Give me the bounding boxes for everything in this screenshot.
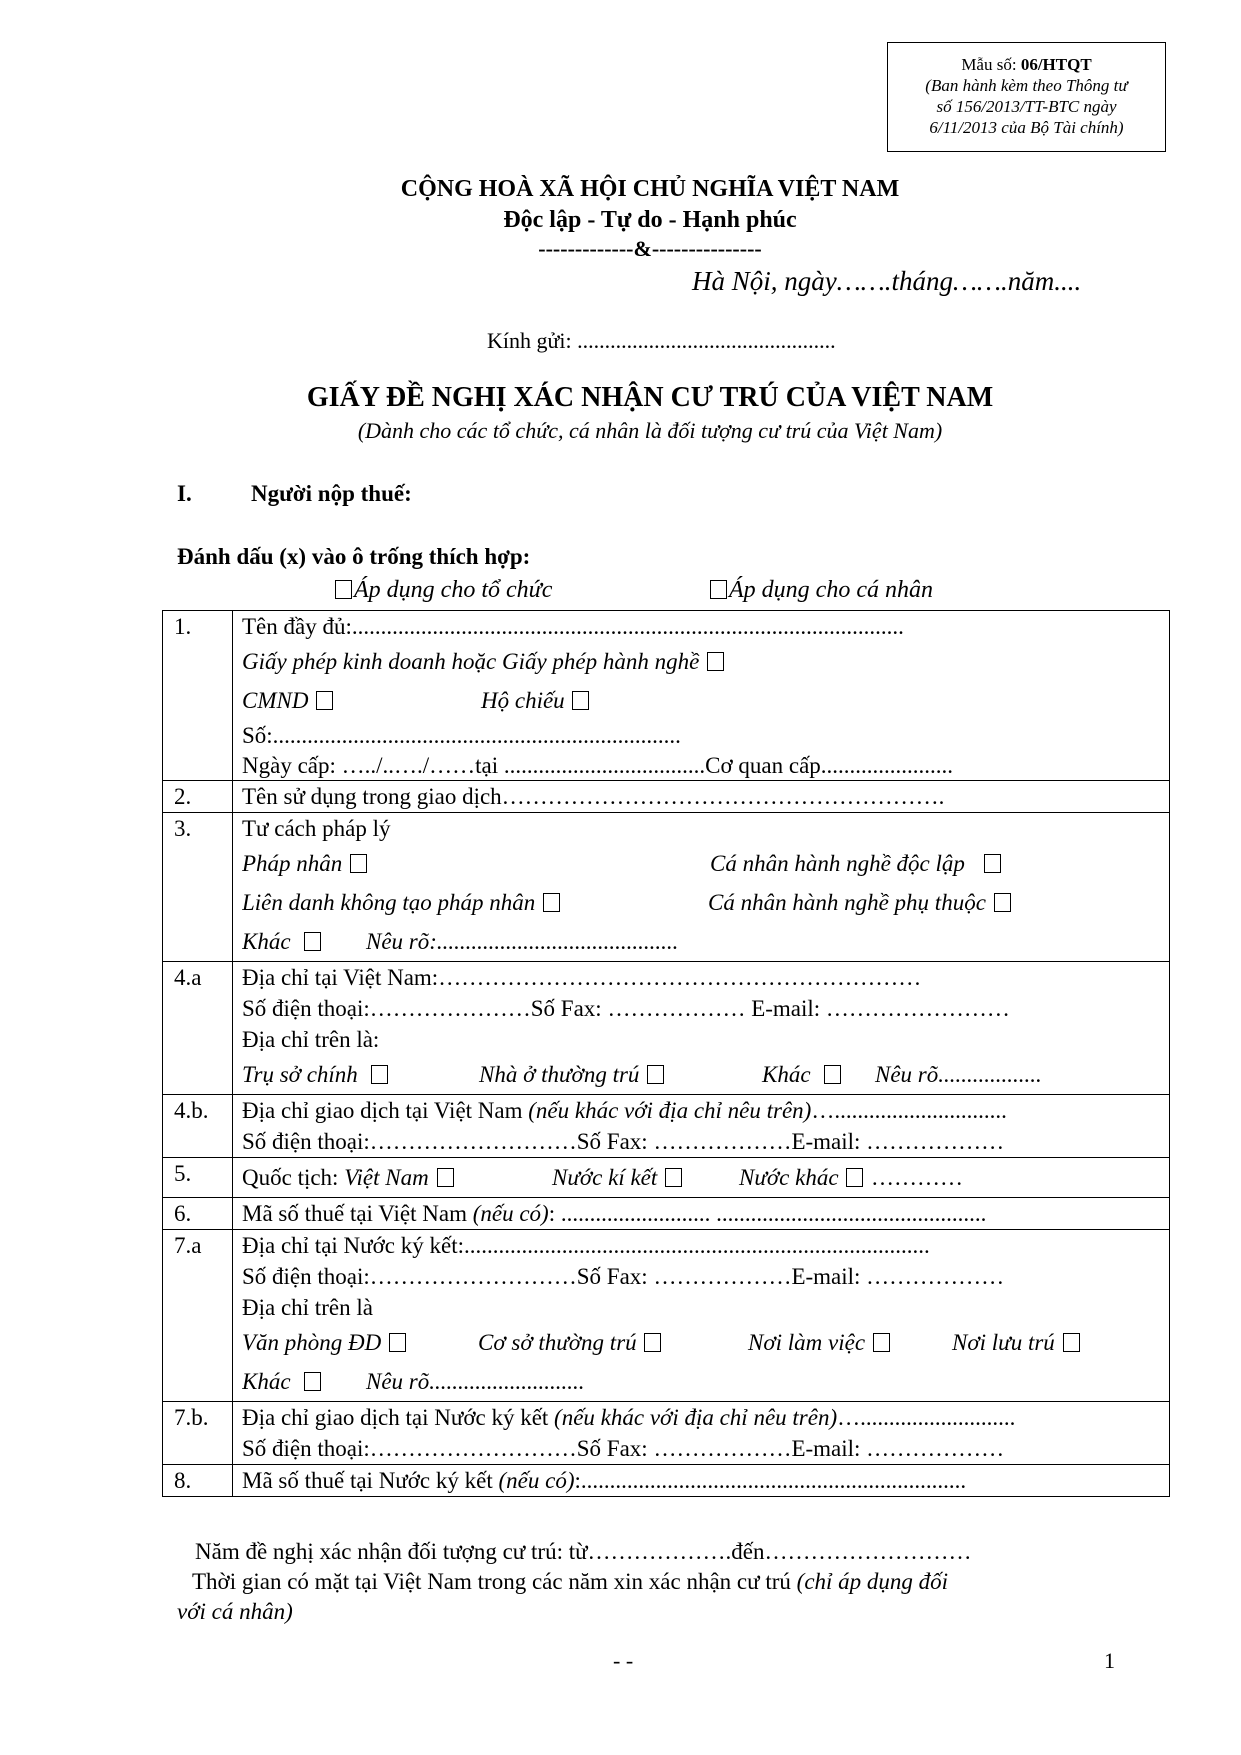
legal-status-label: Tư cách pháp lý <box>242 816 391 841</box>
other-option[interactable] <box>762 1055 843 1094</box>
dependent-option[interactable] <box>708 883 1013 922</box>
trading-name-field[interactable]: Tên sử dụng trong giao dịch…………………………………………………. <box>242 784 945 809</box>
option-organization[interactable] <box>333 577 552 604</box>
treaty-address-type-options <box>242 1323 1169 1362</box>
independent-label: Cá nhân hành nghề độc lập <box>710 851 965 876</box>
nationality-options <box>242 1158 1169 1197</box>
treaty-transaction-contact-field[interactable]: Số điện thoại:………………………Số Fax: ………………E-mail: ……………… <box>242 1436 1005 1461</box>
vietnam-label: Việt Nam <box>344 1165 429 1190</box>
section-number: I. <box>177 481 192 506</box>
full-name-field[interactable]: Tên đầy đủ:................................................................................................ <box>242 614 904 639</box>
tax-code-note: (nếu có) <box>498 1468 575 1493</box>
residence-label: Nhà ở thường trú <box>479 1062 640 1087</box>
address-type-options <box>242 1055 1169 1094</box>
passport-label: Hộ chiếu <box>481 688 565 713</box>
vn-transaction-contact-field[interactable]: Số điện thoại:………………………Số Fax: ………………E-mail: ……………… <box>242 1129 1005 1154</box>
vietnam-option[interactable] <box>344 1165 455 1190</box>
place-date: Hà Nội, ngày…….tháng…….năm.... <box>692 266 1082 296</box>
tax-code-dots: :................................................................... <box>574 1468 967 1493</box>
checkbox-individual[interactable] <box>710 580 727 599</box>
treaty-tax-code-field[interactable] <box>242 1465 1169 1496</box>
treaty-country-label: Nước kí kết <box>552 1165 658 1190</box>
rep-office-option[interactable] <box>242 1323 408 1362</box>
checkbox-treaty-country[interactable] <box>665 1168 682 1187</box>
stay-option[interactable] <box>952 1323 1082 1362</box>
document-subtitle: (Dành cho các tổ chức, cá nhân là đối tượng cư trú của Việt Nam) <box>357 418 943 443</box>
presence-period-label <box>192 1566 948 1598</box>
other-country-dots: ………… <box>865 1165 964 1190</box>
section-instruction: Đánh dấu (x) vào ô trống thích hợp: <box>177 544 531 569</box>
vn-address-field[interactable]: Địa chỉ tại Việt Nam:……………………………………………………… <box>242 965 922 990</box>
checkbox-dependent[interactable] <box>994 893 1011 912</box>
taxpayer-info-table <box>162 610 1170 1497</box>
id-options <box>242 681 1169 720</box>
checkbox-organization[interactable] <box>335 580 352 599</box>
treaty-other-line <box>242 1362 1169 1401</box>
table-row-6 <box>163 1198 1170 1230</box>
recipient-line: Kính gửi: ............................................... <box>487 328 836 353</box>
row-number: 7.a <box>163 1230 233 1402</box>
address-type-label: Địa chỉ trên là: <box>242 1027 380 1052</box>
legal-status-line-3 <box>242 922 1169 961</box>
checkbox-workplace[interactable] <box>873 1333 890 1352</box>
checkbox-residence[interactable] <box>647 1065 664 1084</box>
vn-tax-code-field[interactable] <box>242 1198 1169 1229</box>
address-label: Địa chỉ giao dịch tại Nước ký kết <box>242 1405 555 1430</box>
row-number: 3. <box>163 813 233 962</box>
specify-field[interactable] <box>366 922 678 961</box>
checkbox-id-card[interactable] <box>316 691 333 710</box>
address-note: (nếu khác với địa chỉ nêu trên) <box>554 1405 838 1430</box>
table-row-2 <box>163 781 1170 813</box>
dependent-label: Cá nhân hành nghề phụ thuộc <box>708 890 986 915</box>
id-card-option[interactable] <box>242 681 335 720</box>
checkbox-other[interactable] <box>304 1372 321 1391</box>
checkbox-rep-office[interactable] <box>389 1333 406 1352</box>
license-label: Giấy phép kinh doanh hoặc Giấy phép hành nghề <box>242 649 700 674</box>
legal-status-line-2 <box>242 883 1169 922</box>
presence-text: Thời gian có mặt tại Việt Nam trong các năm xin xác nhận cư trú <box>192 1569 797 1594</box>
document-title: GIẤY ĐỀ NGHỊ XÁC NHẬN CƯ TRÚ CỦA VIỆT NAM <box>306 382 994 413</box>
table-row-7a <box>163 1230 1170 1402</box>
row-number: 2. <box>163 781 233 813</box>
passport-option[interactable] <box>481 681 591 720</box>
row-number: 6. <box>163 1198 233 1230</box>
other-option[interactable] <box>242 1362 323 1401</box>
checkbox-license[interactable] <box>707 652 724 671</box>
page-number: 1 <box>1104 1648 1115 1673</box>
workplace-label: Nơi làm việc <box>748 1330 866 1355</box>
legal-status-line-1 <box>242 844 1169 883</box>
head-office-label: Trụ sở chính <box>242 1062 358 1087</box>
presence-note-1: (chỉ áp dụng đối <box>796 1569 949 1594</box>
form-issuance-line-2: số 156/2013/TT-BTC ngày <box>936 97 1117 116</box>
id-card-label: CMND <box>242 688 309 713</box>
treaty-address-field[interactable]: Địa chỉ tại Nước ký kết:................................................................................. <box>242 1233 930 1258</box>
option-individual-label: Áp dụng cho cá nhân <box>729 577 933 603</box>
tax-code-label: Mã số thuế tại Việt Nam <box>242 1201 473 1226</box>
residence-option[interactable] <box>479 1055 666 1094</box>
tax-code-dots: : .......................... ............................................... <box>548 1201 987 1226</box>
table-row-3 <box>163 813 1170 962</box>
nationality-label: Quốc tịch: <box>242 1165 345 1190</box>
row-number: 4.b. <box>163 1095 233 1158</box>
joint-venture-label: Liên danh không tạo pháp nhân <box>242 890 536 915</box>
presence-note-2: với cá nhân) <box>177 1599 293 1624</box>
table-row-8 <box>163 1465 1170 1497</box>
specify-label: Nêu rõ:.......................................... <box>366 929 679 954</box>
other-country-label: Nước khác <box>739 1165 839 1190</box>
section-title: Người nộp thuế: <box>251 481 412 506</box>
checkbox-legal-entity[interactable] <box>350 854 367 873</box>
treaty-contact-field[interactable]: Số điện thoại:………………………Số Fax: ………………E-mail: ……………… <box>242 1264 1005 1289</box>
treaty-transaction-address-field[interactable] <box>242 1402 1169 1433</box>
id-number-field[interactable]: Số:....................................................................... <box>242 723 681 748</box>
address-note: (nếu khác với địa chỉ nêu trên) <box>528 1098 812 1123</box>
checkbox-head-office[interactable] <box>371 1065 388 1084</box>
residence-year-field[interactable]: Năm đề nghị xác nhận đối tượng cư trú: từ……………….đến……………………… <box>195 1539 972 1564</box>
perm-establishment-option[interactable] <box>478 1323 663 1362</box>
address-label: Địa chỉ giao dịch tại Việt Nam <box>242 1098 529 1123</box>
other-label: Khác <box>762 1062 811 1087</box>
other-label: Khác <box>242 1369 291 1394</box>
checkbox-joint-venture[interactable] <box>543 893 560 912</box>
table-row-4b <box>163 1095 1170 1158</box>
vn-transaction-address-field[interactable] <box>242 1095 1169 1126</box>
row-number: 4.a <box>163 962 233 1095</box>
stay-label: Nơi lưu trú <box>952 1330 1055 1355</box>
table-row-7b <box>163 1402 1170 1465</box>
option-organization-label: Áp dụng cho tổ chức <box>354 577 553 603</box>
other-country-option[interactable] <box>739 1158 963 1197</box>
legal-entity-label: Pháp nhân <box>242 851 343 876</box>
checkbox-other[interactable] <box>824 1065 841 1084</box>
address-dots: ….............................. <box>811 1098 1007 1123</box>
vn-contact-field[interactable]: Số điện thoại:…………………Số Fax: ……………… E-mail: …………………… <box>242 996 1010 1021</box>
row-number: 7.b. <box>163 1402 233 1465</box>
option-individual[interactable] <box>708 577 933 604</box>
page-dash: - - <box>613 1648 634 1673</box>
checkbox-passport[interactable] <box>572 691 589 710</box>
form-number-prefix: Mẫu số: <box>961 55 1021 74</box>
row-content <box>233 611 1170 781</box>
other-label: Khác <box>242 929 291 954</box>
rep-office-label: Văn phòng ĐD <box>242 1330 382 1355</box>
form-number-code: 06/HTQT <box>1020 55 1092 74</box>
country-heading: CỘNG HOÀ XÃ HỘI CHỦ NGHĨA VIỆT NAM <box>400 176 900 202</box>
perm-establishment-label: Cơ sở thường trú <box>478 1330 637 1355</box>
row-number: 1. <box>163 611 233 781</box>
tax-code-note: (nếu có) <box>472 1201 549 1226</box>
form-issuance-line-3: 6/11/2013 của Bộ Tài chính) <box>929 118 1124 137</box>
table-row-4a <box>163 962 1170 1095</box>
head-office-option[interactable] <box>242 1055 390 1094</box>
tax-code-label: Mã số thuế tại Nước ký kết <box>242 1468 499 1493</box>
workplace-option[interactable] <box>748 1323 892 1362</box>
header-separator: -------------&--------------- <box>538 236 762 261</box>
table-row-5 <box>163 1158 1170 1198</box>
independent-option[interactable] <box>710 844 1003 883</box>
license-option[interactable] <box>242 642 1169 681</box>
other-option[interactable] <box>242 922 323 961</box>
checkbox-stay[interactable] <box>1063 1333 1080 1352</box>
address-dots: …........................... <box>837 1405 1016 1430</box>
address-type-label: Địa chỉ trên là <box>242 1295 373 1320</box>
motto: Độc lập - Tự do - Hạnh phúc <box>503 207 797 233</box>
checkbox-other-country[interactable] <box>846 1168 863 1187</box>
specify-field[interactable]: Nêu rõ.................. <box>875 1062 1042 1087</box>
checkbox-other[interactable] <box>304 932 321 951</box>
row-number: 5. <box>163 1158 233 1198</box>
treaty-country-option[interactable] <box>552 1158 684 1197</box>
form-number-box <box>887 42 1166 152</box>
checkbox-independent[interactable] <box>984 854 1001 873</box>
checkbox-vietnam[interactable] <box>437 1168 454 1187</box>
checkbox-perm-establishment[interactable] <box>644 1333 661 1352</box>
joint-venture-option[interactable] <box>242 883 562 922</box>
issue-info-field[interactable]: Ngày cấp: …../..…./……tại ...................................Cơ quan cấp....................... <box>242 753 954 778</box>
specify-field[interactable]: Nêu rõ........................... <box>366 1369 585 1394</box>
legal-entity-option[interactable] <box>242 844 369 883</box>
row-number: 8. <box>163 1465 233 1497</box>
table-row-1 <box>163 611 1170 781</box>
form-issuance-line-1: (Ban hành kèm theo Thông tư <box>925 76 1128 95</box>
